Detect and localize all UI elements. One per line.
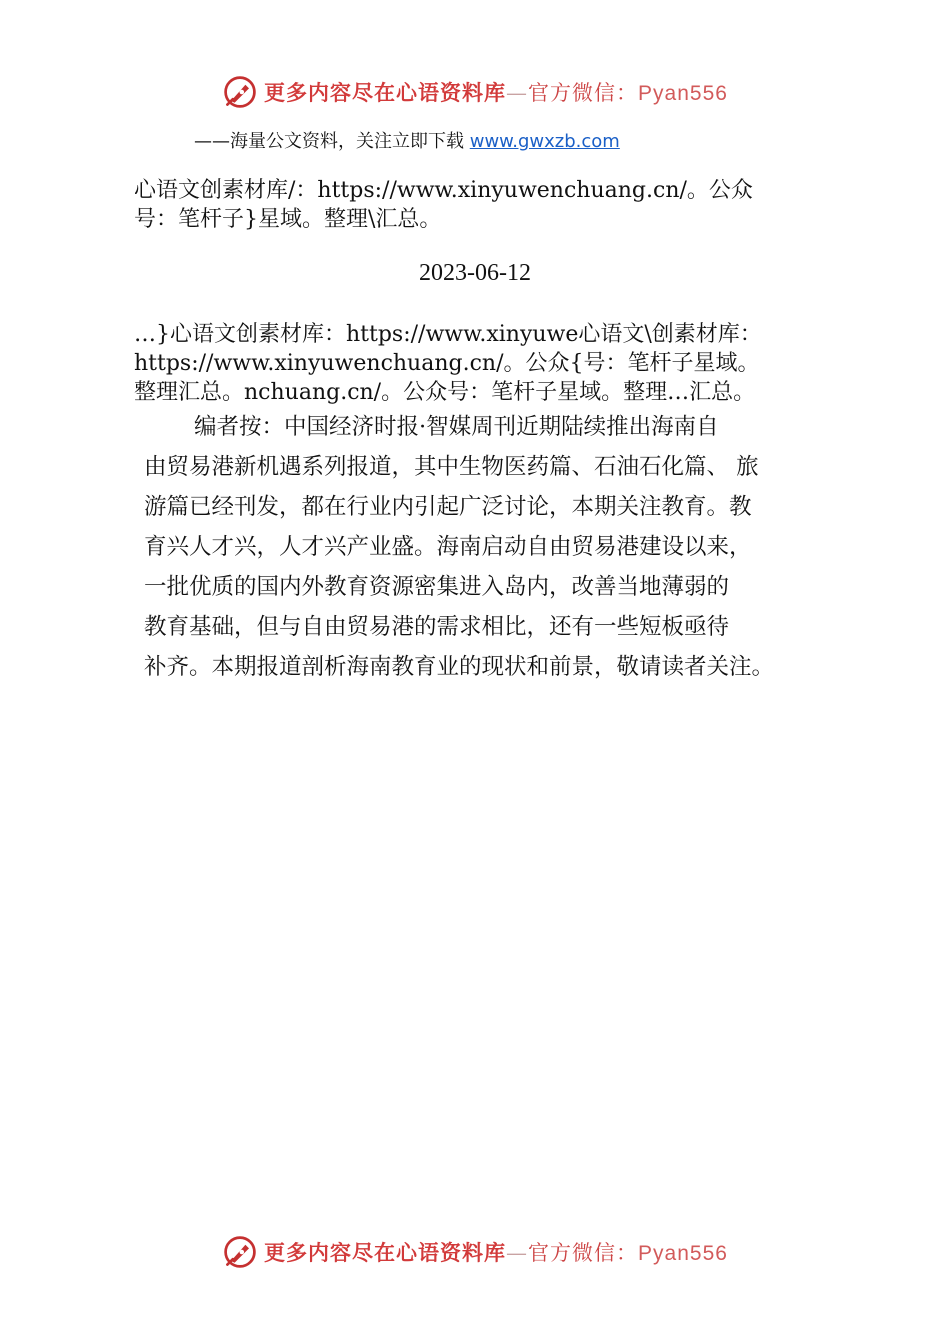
paragraph-line: 编者按：中国经济时报·智媒周刊近期陆续推出海南自 [194, 414, 719, 440]
paragraph-line: https://www.xinyuwenchuang.cn/。公众{号：笔杆子星域。 [134, 351, 760, 376]
pen-nib-logo-icon [222, 1234, 258, 1270]
banner-content [222, 1234, 728, 1270]
paragraph-line: 补齐。本期报道剖析海南教育业的现状和前景，敬请读者关注。 [144, 654, 775, 680]
pen-nib-logo-icon [222, 74, 258, 110]
banner-wechat-id: Pyan556 [638, 82, 728, 105]
editor-note-paragraph [144, 407, 838, 687]
paragraph-line: 整理汇总。nchuang.cn/。公众号：笔杆子星域。整理…汇总。 [134, 380, 756, 405]
banner-text [264, 77, 728, 107]
banner-separator: — [506, 1241, 529, 1265]
banner-wechat-id: Pyan556 [638, 1242, 728, 1265]
subline-text: ——海量公文资料，关注立即下载 [194, 131, 470, 152]
download-subline [194, 127, 620, 153]
banner-separator: — [506, 81, 529, 105]
banner-wechat-label: 官方微信： [528, 1241, 639, 1265]
banner-content [222, 74, 728, 110]
header-banner [0, 70, 950, 114]
publish-date: 2023-06-12 [419, 260, 531, 286]
source-paragraph [134, 320, 834, 407]
banner-main-text: 更多内容尽在心语资料库 [264, 80, 507, 105]
site-link[interactable]: www.gwxzb.com [469, 131, 620, 152]
paragraph-line: 心语文创素材库/：https://www.xinyuwenchuang.cn/。公众 [134, 178, 753, 203]
paragraph-line: 由贸易港新机遇系列报道，其中生物医药篇、石油石化篇、 旅 [144, 454, 759, 480]
paragraph-line: 育兴人才兴，人才兴产业盛。海南启动自由贸易港建设以来， [144, 534, 752, 560]
banner-main-text: 更多内容尽在心语资料库 [264, 1240, 507, 1265]
paragraph-line: 号：笔杆子}星域。整理\汇总。 [134, 207, 442, 232]
footer-banner [0, 1230, 950, 1274]
banner-text [264, 1237, 728, 1267]
banner-wechat-label: 官方微信： [528, 81, 639, 105]
paragraph-line: …}心语文创素材库：https://www.xinyuwe心语文\创素材库： [134, 322, 762, 347]
intro-paragraph [134, 176, 834, 234]
paragraph-line: 一批优质的国内外教育资源密集进入岛内，改善当地薄弱的 [144, 574, 730, 600]
paragraph-line: 游篇已经刊发，都在行业内引起广泛讨论，本期关注教育。教 [144, 494, 752, 520]
paragraph-line: 教育基础，但与自由贸易港的需求相比，还有一些短板亟待 [144, 614, 730, 640]
